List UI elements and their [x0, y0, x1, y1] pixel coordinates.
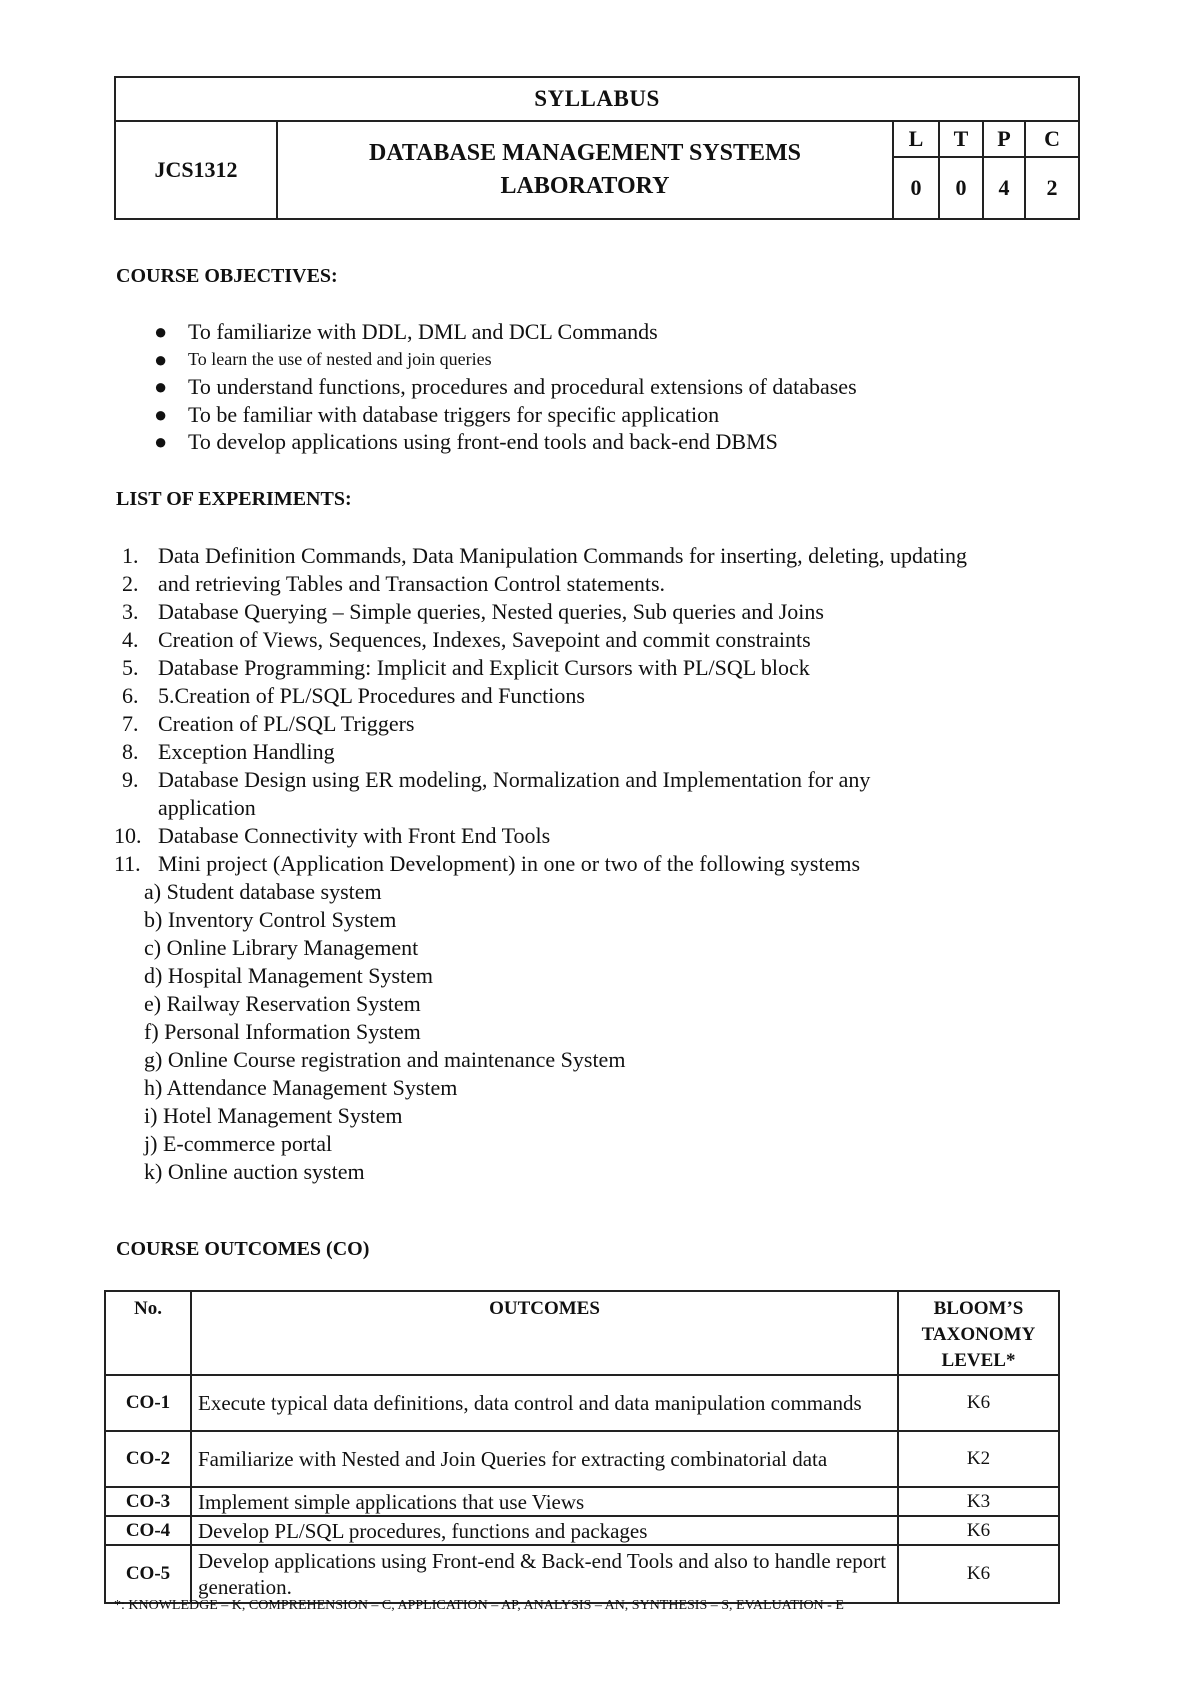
- course-name-line1: DATABASE MANAGEMENT SYSTEMS: [368, 140, 802, 166]
- objective-item: ● To learn the use of nested and join queries: [154, 346, 492, 372]
- ltpc-value-p: 4: [983, 157, 1025, 219]
- outcomes-table: [104, 1290, 1060, 1604]
- co-level: K6: [898, 1375, 1059, 1431]
- ltpc-label-t: T: [939, 121, 983, 157]
- ltpc-value-t: 0: [939, 157, 983, 219]
- co-text: Execute typical data definitions, data control and data manipulation commands: [191, 1375, 898, 1431]
- co-text: Develop PL/SQL procedures, functions and packages: [191, 1516, 898, 1545]
- col-header-outcomes: OUTCOMES: [191, 1291, 898, 1375]
- bullet-icon: ●: [154, 429, 168, 454]
- experiment-item: 1. Data Definition Commands, Data Manipulation Commands for inserting, deleting, updating: [122, 543, 967, 568]
- objectives-list: [114, 318, 857, 456]
- experiment-subitem: g) Online Course registration and maintenance System: [144, 1047, 626, 1072]
- outcomes-header-row: [105, 1291, 1059, 1375]
- experiment-item: 5. Database Programming: Implicit and Explicit Cursors with PL/SQL block: [122, 655, 810, 680]
- experiment-item: 11. Mini project (Application Development) in one or two of the following systems: [114, 851, 861, 876]
- experiments-list: [114, 542, 967, 1186]
- ltpc-value-l: 0: [893, 157, 939, 219]
- co-level: K2: [898, 1431, 1059, 1487]
- experiment-subitem: k) Online auction system: [144, 1159, 365, 1184]
- experiment-item: 9. Database Design using ER modeling, Normalization and Implementation for any application: [122, 767, 871, 820]
- ltpc-label-c: C: [1025, 121, 1079, 157]
- experiment-item: 10. Database Connectivity with Front End Tools: [114, 823, 551, 848]
- experiments-heading: LIST OF EXPERIMENTS:: [116, 488, 352, 510]
- ltpc-label-l: L: [893, 121, 939, 157]
- co-level: K6: [898, 1545, 1059, 1603]
- taxonomy-footnote: *: KNOWLEDGE – K, COMPREHENSION – C, APPLICATION – AP, ANALYSIS – AN, SYNTHESIS – S, EVALUATION - E: [114, 1598, 844, 1613]
- experiment-subitem: h) Attendance Management System: [144, 1075, 458, 1100]
- objective-item: ● To understand functions, procedures and procedural extensions of databases: [154, 374, 857, 399]
- bullet-icon: ●: [154, 319, 168, 344]
- objective-item: ● To be familiar with database triggers for specific application: [154, 401, 720, 427]
- course-code: JCS1312: [115, 121, 277, 219]
- co-number: CO-1: [105, 1375, 191, 1431]
- experiment-item: 7. Creation of PL/SQL Triggers: [122, 711, 415, 736]
- co-text: Familiarize with Nested and Join Queries for extracting combinatorial data: [191, 1431, 898, 1487]
- experiment-item: 4. Creation of Views, Sequences, Indexes, Savepoint and commit constraints: [122, 627, 811, 652]
- co-text: Implement simple applications that use Views: [191, 1487, 898, 1516]
- experiment-subitem: c) Online Library Management: [144, 935, 419, 960]
- objectives-heading: COURSE OBJECTIVES:: [116, 265, 338, 287]
- co-number: CO-5: [105, 1545, 191, 1603]
- ltpc-value-c: 2: [1025, 157, 1079, 219]
- course-name: [277, 121, 893, 219]
- experiment-item: 2. and retrieving Tables and Transaction Control statements.: [122, 571, 666, 596]
- syllabus-title: SYLLABUS: [115, 77, 1079, 121]
- co-text: Develop applications using Front-end & Back-end Tools and also to handle report generation.: [191, 1545, 898, 1603]
- table-row: [105, 1545, 1059, 1603]
- course-name-line2: LABORATORY: [500, 173, 670, 199]
- syllabus-header-table: [114, 76, 1080, 220]
- co-level: K3: [898, 1487, 1059, 1516]
- experiment-subitem: j) E-commerce portal: [144, 1131, 333, 1156]
- table-row: [105, 1431, 1059, 1487]
- table-row: [105, 1516, 1059, 1545]
- co-level: K6: [898, 1516, 1059, 1545]
- experiment-item: 8. Exception Handling: [122, 739, 335, 764]
- co-number: CO-2: [105, 1431, 191, 1487]
- experiment-subitem: d) Hospital Management System: [144, 963, 434, 988]
- experiment-item: 3. Database Querying – Simple queries, Nested queries, Sub queries and Joins: [122, 599, 824, 624]
- ltpc-label-p: P: [983, 121, 1025, 157]
- table-row: [105, 1375, 1059, 1431]
- outcomes-heading: COURSE OUTCOMES (CO): [116, 1238, 370, 1260]
- experiment-subitem: a) Student database system: [144, 879, 382, 904]
- experiment-subitem: f) Personal Information System: [144, 1019, 421, 1044]
- col-header-no: No.: [105, 1291, 191, 1375]
- table-row: [105, 1487, 1059, 1516]
- co-number: CO-3: [105, 1487, 191, 1516]
- experiment-subitem: e) Railway Reservation System: [144, 991, 421, 1016]
- col-header-level: BLOOM’S TAXONOMY LEVEL*: [898, 1291, 1059, 1375]
- experiment-subitem: b) Inventory Control System: [144, 907, 397, 932]
- co-number: CO-4: [105, 1516, 191, 1545]
- objective-item: ● To develop applications using front-end tools and back-end DBMS: [154, 429, 778, 454]
- objective-item: ● To familiarize with DDL, DML and DCL Commands: [154, 319, 658, 344]
- bullet-icon: ●: [154, 401, 168, 427]
- experiment-subitem: i) Hotel Management System: [144, 1103, 403, 1128]
- experiment-item: 6. 5.Creation of PL/SQL Procedures and Functions: [122, 683, 585, 708]
- bullet-icon: ●: [154, 346, 168, 372]
- bullet-icon: ●: [154, 374, 168, 399]
